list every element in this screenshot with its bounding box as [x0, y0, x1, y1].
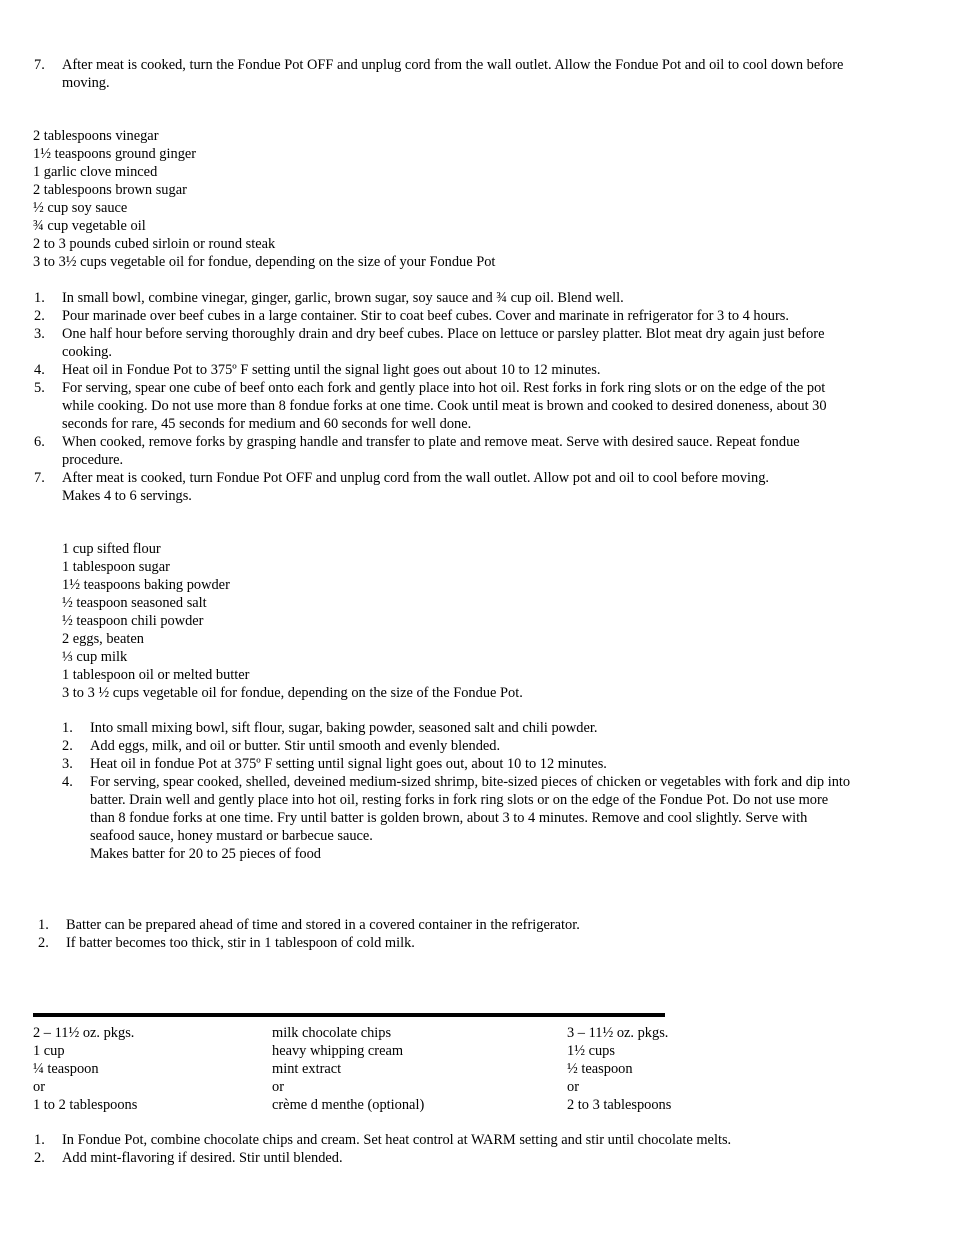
step-text: than 8 fondue forks at one time. Fry until batter is golden brown, about 3 to 4 minutes. Remove and cool slightly. Serve with: [90, 810, 808, 826]
tip-number: 1.: [38, 917, 49, 933]
ingredient: 3 to 3 ½ cups vegetable oil for fondue, depending on the size of the Fondue Pot.: [62, 685, 523, 701]
step-number: 2.: [34, 1150, 45, 1166]
tip-number: 2.: [38, 935, 49, 951]
step-number: 4.: [62, 774, 73, 790]
step-text: One half hour before serving thoroughly drain and dry beef cubes. Place on lettuce or parsley platter. Blot meat dry again just before: [62, 326, 825, 342]
table-cell: ¼ teaspoon: [33, 1061, 99, 1077]
step-text: procedure.: [62, 452, 124, 468]
step-text: When cooked, remove forks by grasping handle and transfer to plate and remove meat. Serve with desired sauce. Repeat fondue: [62, 434, 800, 450]
ingredient: 2 tablespoons brown sugar: [33, 182, 187, 198]
table-cell: or: [567, 1079, 579, 1095]
step-text: Into small mixing bowl, sift flour, sugar, baking powder, seasoned salt and chili powder.: [90, 720, 598, 736]
step-text: After meat is cooked, turn Fondue Pot OFF and unplug cord from the wall outlet. Allow pot and oil to cool before moving.: [62, 470, 770, 486]
table-cell: mint extract: [272, 1061, 342, 1077]
step-number: 1.: [62, 720, 73, 736]
ingredient: 1½ teaspoons baking powder: [62, 577, 230, 593]
tip-text: If batter becomes too thick, stir in 1 tablespoon of cold milk.: [66, 935, 415, 951]
table-cell: 3 – 11½ oz. pkgs.: [567, 1025, 669, 1041]
step-number: 4.: [34, 362, 45, 378]
ingredient: ½ cup soy sauce: [33, 200, 128, 216]
ingredient: ⅓ cup milk: [62, 649, 128, 665]
ingredient: 2 tablespoons vinegar: [33, 128, 159, 144]
step-number: 1.: [34, 1132, 45, 1148]
tip-text: Batter can be prepared ahead of time and stored in a covered container in the refrigerator.: [66, 917, 580, 933]
table-cell: 1 cup: [33, 1043, 65, 1059]
ingredient: 1½ teaspoons ground ginger: [33, 146, 197, 162]
step-text: Pour marinade over beef cubes in a large container. Stir to coat beef cubes. Cover and marinate in refrigerator for 3 to 4 hours.: [62, 308, 789, 324]
step-number: 6.: [34, 434, 45, 450]
ingredient: 1 tablespoon oil or melted butter: [62, 667, 250, 683]
table-cell: 2 – 11½ oz. pkgs.: [33, 1025, 135, 1041]
step-text: seafood sauce, honey mustard or barbecue sauce.: [90, 828, 373, 844]
step-text: For serving, spear cooked, shelled, deveined medium-sized shrimp, bite-sized pieces of chicken or vegetables with fork and dip into: [90, 774, 851, 790]
step-number: 3.: [34, 326, 45, 342]
step-text: cooking.: [62, 344, 112, 360]
step-text: Heat oil in fondue Pot at 375º F setting until signal light goes out, about 10 to 12 minutes.: [90, 756, 607, 772]
step-text: Makes batter for 20 to 25 pieces of food: [90, 846, 321, 862]
step-text: In small bowl, combine vinegar, ginger, garlic, brown sugar, soy sauce and ¾ cup oil. Blend well.: [62, 290, 624, 306]
step-text: For serving, spear one cube of beef onto each fork and gently place into hot oil. Rest forks in fork ring slots or on the edge of the pot: [62, 380, 826, 396]
step-text: while cooking. Do not use more than 8 fondue forks at one time. Cook until meat is brown and cooked to desired doneness, about 30: [62, 398, 827, 414]
step-text: moving.: [62, 75, 110, 91]
step-number: 2.: [34, 308, 45, 324]
step-text: Add mint-flavoring if desired. Stir until blended.: [62, 1150, 343, 1166]
ingredient: 1 tablespoon sugar: [62, 559, 170, 575]
ingredient: 3 to 3½ cups vegetable oil for fondue, depending on the size of your Fondue Pot: [33, 254, 496, 270]
step-number: 5.: [34, 380, 45, 396]
step-number: 7.: [34, 57, 45, 73]
table-cell: 1½ cups: [567, 1043, 615, 1059]
table-cell: or: [33, 1079, 45, 1095]
step-text: batter. Drain well and gently place into hot oil, resting forks in fork ring slots or on the edge of the Fondue Pot. Do not use more: [90, 792, 829, 808]
step-text: Makes 4 to 6 servings.: [62, 488, 192, 504]
table-cell: milk chocolate chips: [272, 1025, 392, 1041]
table-cell: or: [272, 1079, 284, 1095]
table-cell: 1 to 2 tablespoons: [33, 1097, 138, 1113]
step-text: After meat is cooked, turn the Fondue Pot OFF and unplug cord from the wall outlet. Allow the Fondue Pot and oil to cool down before: [62, 57, 844, 73]
ingredient: ¾ cup vegetable oil: [33, 218, 146, 234]
step-text: Add eggs, milk, and oil or butter. Stir until smooth and evenly blended.: [90, 738, 501, 754]
step-text: Heat oil in Fondue Pot to 375º F setting until the signal light goes out about 10 to 12 minutes.: [62, 362, 601, 378]
step-number: 7.: [34, 470, 45, 486]
section-divider: [33, 1013, 665, 1017]
step-text: In Fondue Pot, combine chocolate chips and cream. Set heat control at WARM setting and stir until chocolate melts.: [62, 1132, 732, 1148]
table-cell: crème d menthe (optional): [272, 1097, 425, 1113]
ingredient: 1 cup sifted flour: [62, 541, 161, 557]
step-text: seconds for rare, 45 seconds for medium and 60 seconds for well done.: [62, 416, 472, 432]
table-cell: heavy whipping cream: [272, 1043, 404, 1059]
ingredient: 2 to 3 pounds cubed sirloin or round steak: [33, 236, 276, 252]
step-number: 1.: [34, 290, 45, 306]
step-number: 2.: [62, 738, 73, 754]
ingredient: ½ teaspoon chili powder: [62, 613, 204, 629]
table-cell: ½ teaspoon: [567, 1061, 633, 1077]
ingredient: ½ teaspoon seasoned salt: [62, 595, 207, 611]
step-number: 3.: [62, 756, 73, 772]
ingredient: 1 garlic clove minced: [33, 164, 158, 180]
ingredient: 2 eggs, beaten: [62, 631, 144, 647]
table-cell: 2 to 3 tablespoons: [567, 1097, 672, 1113]
